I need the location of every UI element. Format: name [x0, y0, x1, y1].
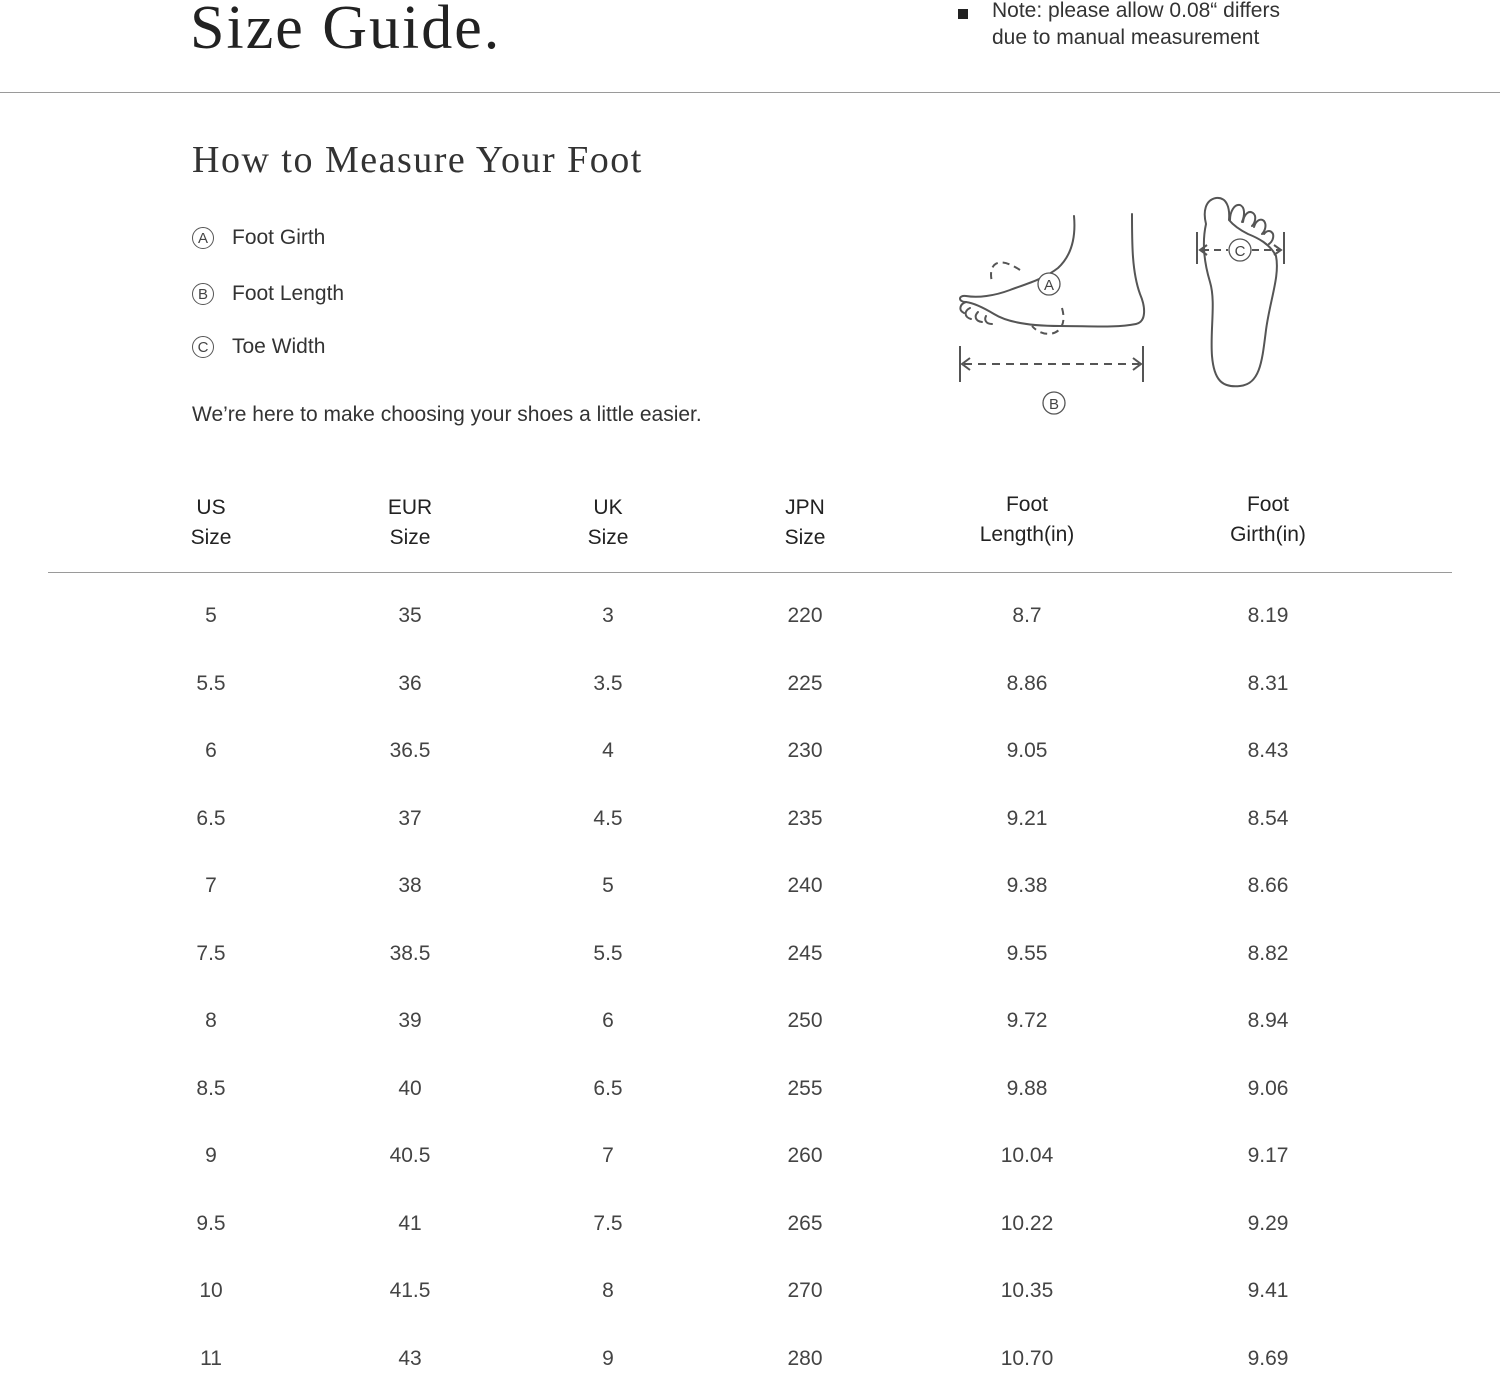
legend-item-foot-length [192, 280, 344, 308]
cell-foot-length: 9.72 [1006, 1009, 1048, 1032]
cell-us-size: 10 [199, 1279, 223, 1302]
cell-foot-girth: 8.82 [1247, 941, 1289, 965]
cell-uk-size: 7 [602, 1144, 614, 1167]
girth-dashed-line-lower [1032, 308, 1064, 334]
cell-foot-girth: 9.69 [1247, 1346, 1289, 1370]
marker-c-icon: C [192, 336, 214, 358]
foot-measurement-illustration [940, 190, 1300, 430]
column-header-jpn-size: JPN Size [784, 496, 826, 549]
table-row [0, 1204, 1500, 1244]
cell-uk-size: 5 [602, 874, 614, 897]
cell-us-size: 6.5 [196, 806, 226, 830]
cell-foot-girth: 8.94 [1247, 1009, 1289, 1032]
legend-label: Foot Girth [232, 226, 326, 249]
cell-eur-size: 40 [398, 1076, 422, 1100]
foot-sole-icon [1204, 198, 1277, 386]
cell-us-size: 7.5 [196, 941, 226, 965]
cell-jpn-size: 265 [787, 1211, 823, 1235]
cell-foot-length: 10.04 [1000, 1144, 1054, 1167]
table-row [0, 1069, 1500, 1109]
cell-uk-size: 3 [602, 604, 614, 627]
cell-uk-size: 7.5 [593, 1211, 623, 1235]
column-header-foot-girth: Foot Girth(in) [1230, 493, 1306, 546]
cell-uk-size: 6.5 [593, 1076, 623, 1100]
cell-foot-girth: 9.29 [1247, 1211, 1289, 1235]
cell-foot-length: 9.05 [1006, 739, 1048, 762]
cell-eur-size: 41.5 [389, 1279, 431, 1302]
cell-foot-girth: 9.06 [1247, 1076, 1289, 1100]
girth-dashed-line [991, 262, 1020, 282]
cell-foot-length: 9.21 [1006, 806, 1048, 830]
length-dimension-line [960, 346, 1143, 382]
note-line-2: due to manual measurement [992, 26, 1260, 49]
cell-eur-size: 35 [398, 604, 422, 627]
cell-foot-girth: 9.17 [1247, 1144, 1289, 1167]
cell-uk-size: 8 [602, 1279, 614, 1302]
cell-foot-girth: 8.54 [1247, 806, 1289, 830]
cell-uk-size: 9 [602, 1346, 614, 1370]
table-row [0, 934, 1500, 974]
cell-us-size: 11 [200, 1346, 222, 1370]
cell-us-size: 5.5 [196, 671, 226, 695]
table-row [0, 1001, 1500, 1041]
table-header-divider [48, 572, 1452, 573]
cell-foot-girth: 8.31 [1247, 671, 1289, 695]
table-row [0, 1339, 1500, 1379]
table-row [0, 799, 1500, 839]
column-header-uk-size: UK Size [587, 496, 629, 549]
diagram-label-c: C [1234, 243, 1246, 260]
cell-us-size: 6 [205, 739, 217, 762]
cell-jpn-size: 225 [787, 671, 823, 695]
cell-us-size: 5 [205, 604, 217, 627]
diagram-label-a: A [1043, 277, 1055, 294]
tagline: We’re here to make choosing your shoes a little easier. [192, 403, 702, 426]
legend-item-toe-width [192, 333, 325, 361]
cell-eur-size: 36.5 [389, 739, 431, 762]
legend-label: Foot Length [232, 282, 345, 305]
cell-foot-girth: 9.41 [1247, 1279, 1289, 1302]
legend-item-foot-girth [192, 224, 325, 252]
cell-jpn-size: 230 [787, 739, 823, 762]
legend-label: Toe Width [232, 335, 326, 358]
cell-jpn-size: 255 [787, 1076, 823, 1100]
cell-jpn-size: 250 [787, 1009, 823, 1032]
cell-uk-size: 4.5 [593, 806, 623, 830]
cell-us-size: 8.5 [196, 1076, 226, 1100]
cell-eur-size: 43 [398, 1346, 422, 1370]
table-row [0, 731, 1500, 771]
cell-foot-girth: 8.19 [1247, 604, 1289, 627]
cell-foot-length: 9.88 [1006, 1076, 1048, 1100]
column-header-eur-size: EUR Size [387, 496, 433, 549]
cell-jpn-size: 260 [787, 1144, 823, 1167]
cell-uk-size: 3.5 [593, 671, 623, 695]
table-row [0, 664, 1500, 704]
cell-eur-size: 41 [398, 1211, 422, 1235]
table-row [0, 1136, 1500, 1176]
cell-eur-size: 36 [398, 671, 422, 695]
square-bullet-icon [958, 9, 968, 19]
cell-jpn-size: 235 [787, 806, 823, 830]
cell-foot-length: 10.35 [1000, 1279, 1054, 1302]
diagram-label-b: B [1048, 396, 1060, 413]
cell-eur-size: 38 [398, 874, 422, 897]
note-line-1: Note: please allow 0.08“ differs [992, 0, 1280, 22]
cell-eur-size: 37 [398, 806, 422, 830]
cell-jpn-size: 280 [787, 1346, 823, 1370]
table-row [0, 866, 1500, 906]
cell-us-size: 9 [205, 1144, 217, 1167]
header-divider [0, 92, 1500, 93]
table-row [0, 596, 1500, 636]
cell-foot-length: 9.55 [1006, 941, 1048, 965]
cell-foot-girth: 8.66 [1247, 874, 1289, 897]
section-heading: How to Measure Your Foot [192, 139, 643, 181]
marker-a-icon: A [192, 227, 214, 249]
cell-foot-length: 9.38 [1006, 874, 1048, 897]
cell-uk-size: 5.5 [593, 941, 623, 965]
cell-eur-size: 39 [398, 1009, 422, 1032]
table-row [0, 1271, 1500, 1311]
marker-b-icon: B [192, 283, 214, 305]
cell-foot-length: 8.86 [1006, 671, 1048, 695]
column-header-foot-length: Foot Length(in) [979, 493, 1075, 546]
column-header-us-size: US Size [190, 496, 232, 549]
cell-us-size: 9.5 [196, 1211, 226, 1235]
cell-foot-length: 10.22 [1000, 1211, 1054, 1235]
cell-jpn-size: 220 [787, 604, 823, 627]
cell-foot-length: 8.7 [1012, 604, 1042, 627]
cell-uk-size: 6 [602, 1009, 614, 1032]
cell-foot-length: 10.70 [1000, 1346, 1054, 1370]
cell-jpn-size: 245 [787, 941, 823, 965]
cell-eur-size: 38.5 [389, 941, 431, 965]
cell-foot-girth: 8.43 [1247, 739, 1289, 762]
page-title: Size Guide. [190, 0, 502, 62]
cell-jpn-size: 270 [787, 1279, 823, 1302]
cell-eur-size: 40.5 [389, 1144, 431, 1167]
cell-us-size: 7 [205, 874, 217, 897]
cell-uk-size: 4 [602, 739, 614, 762]
cell-jpn-size: 240 [787, 874, 823, 897]
cell-us-size: 8 [205, 1009, 217, 1032]
side-foot-icon [960, 214, 1144, 327]
